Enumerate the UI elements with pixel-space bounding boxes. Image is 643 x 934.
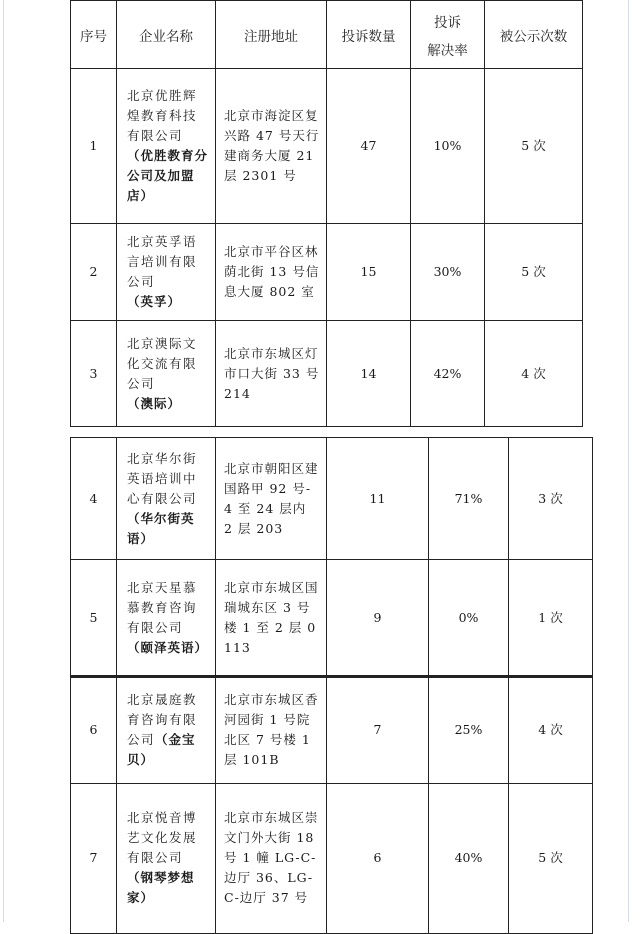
company-brand: （钢琴梦想家） <box>127 870 195 905</box>
cell-seq: 6 <box>71 677 117 783</box>
header-address: 注册地址 <box>216 1 327 69</box>
cell-address: 北京市东城区国瑞城东区 3 号楼 1 至 2 层 0113 <box>216 560 327 676</box>
table-row <box>71 321 583 427</box>
header-published: 被公示次数 <box>485 1 583 69</box>
cell-published: 4 次 <box>509 677 593 783</box>
cell-published: 1 次 <box>509 560 593 676</box>
page-border-left <box>3 0 4 922</box>
table-header-row <box>71 1 583 69</box>
cell-address: 北京市东城区灯市口大街 33 号 214 <box>216 321 327 427</box>
cell-rate: 10% <box>411 69 485 224</box>
complaints-table-part-1 <box>70 0 583 427</box>
company-name: 北京英孚语言培训有限公司 <box>127 234 198 289</box>
cell-rate: 25% <box>429 677 509 783</box>
cell-published: 5 次 <box>509 783 593 933</box>
cell-seq: 7 <box>71 783 117 933</box>
company-brand: （英孚） <box>127 294 182 309</box>
cell-rate: 40% <box>429 783 509 933</box>
company-name: 北京晟庭教育咨询有限公司 <box>127 692 198 748</box>
cell-company <box>117 321 216 427</box>
cell-company <box>117 438 216 560</box>
company-brand: （澳际） <box>127 395 182 411</box>
cell-published: 4 次 <box>485 321 583 427</box>
company-brand: （优胜教育分公司及加盟店） <box>127 148 209 203</box>
cell-seq: 5 <box>71 560 117 676</box>
company-brand: （华尔街英语） <box>127 510 195 546</box>
page-border-right <box>628 0 629 922</box>
cell-company <box>117 224 216 321</box>
header-rate <box>411 1 485 69</box>
complaints-table-part-2 <box>70 437 593 676</box>
cell-seq: 4 <box>71 438 117 560</box>
header-rate-line2: 解决率 <box>427 42 468 59</box>
cell-rate: 71% <box>429 438 509 560</box>
cell-address: 北京市朝阳区建国路甲 92 号-4 至 24 层内 2 层 203 <box>216 438 327 560</box>
cell-complaints: 6 <box>327 783 429 933</box>
table-row <box>71 560 593 676</box>
cell-complaints: 14 <box>327 321 411 427</box>
cell-seq: 2 <box>71 224 117 321</box>
cell-complaints: 15 <box>327 224 411 321</box>
table-row <box>71 224 583 321</box>
cell-rate: 42% <box>411 321 485 427</box>
cell-company <box>117 69 216 224</box>
header-rate-line1: 投诉 <box>434 14 461 31</box>
company-name: 北京悦音博艺文化发展有限公司 <box>127 810 198 865</box>
header-complaints: 投诉数量 <box>327 1 411 69</box>
company-name: 北京优胜辉煌教育科技有限公司 <box>127 88 198 143</box>
cell-company <box>117 783 216 933</box>
cell-company <box>117 677 216 783</box>
header-seq: 序号 <box>71 1 117 69</box>
cell-complaints: 11 <box>327 438 429 560</box>
cell-complaints: 47 <box>327 69 411 224</box>
table-row <box>71 69 583 224</box>
cell-published: 5 次 <box>485 224 583 321</box>
cell-seq: 3 <box>71 321 117 427</box>
cell-address: 北京市海淀区复兴路 47 号天行建商务大厦 21 层 2301 号 <box>216 69 327 224</box>
cell-seq: 1 <box>71 69 117 224</box>
cell-address: 北京市东城区崇文门外大街 18 号 1 幢 LG-C-边厅 36、LG-C-边厅 37 号 <box>216 783 327 933</box>
company-brand: （颐泽英语） <box>127 639 209 655</box>
cell-company <box>117 560 216 676</box>
cell-complaints: 9 <box>327 560 429 676</box>
complaints-table-part-3 <box>70 676 593 934</box>
cell-complaints: 7 <box>327 677 429 783</box>
table-row <box>71 438 593 560</box>
company-name: 北京天星慕慕教育咨询有限公司 <box>127 579 198 635</box>
cell-address: 北京市东城区香河园街 1 号院北区 7 号楼 1 层 101B <box>216 677 327 783</box>
header-company: 企业名称 <box>117 1 216 69</box>
company-name: 北京澳际文化交流有限公司 <box>127 335 198 391</box>
table-row <box>71 677 593 783</box>
cell-published: 5 次 <box>485 69 583 224</box>
company-brand: （金宝贝） <box>127 732 196 768</box>
cell-rate: 0% <box>429 560 509 676</box>
table-row <box>71 783 593 933</box>
cell-address: 北京市平谷区林荫北街 13 号信息大厦 802 室 <box>216 224 327 321</box>
cell-published: 3 次 <box>509 438 593 560</box>
company-name: 北京华尔街英语培训中心有限公司 <box>127 450 198 506</box>
cell-rate: 30% <box>411 224 485 321</box>
